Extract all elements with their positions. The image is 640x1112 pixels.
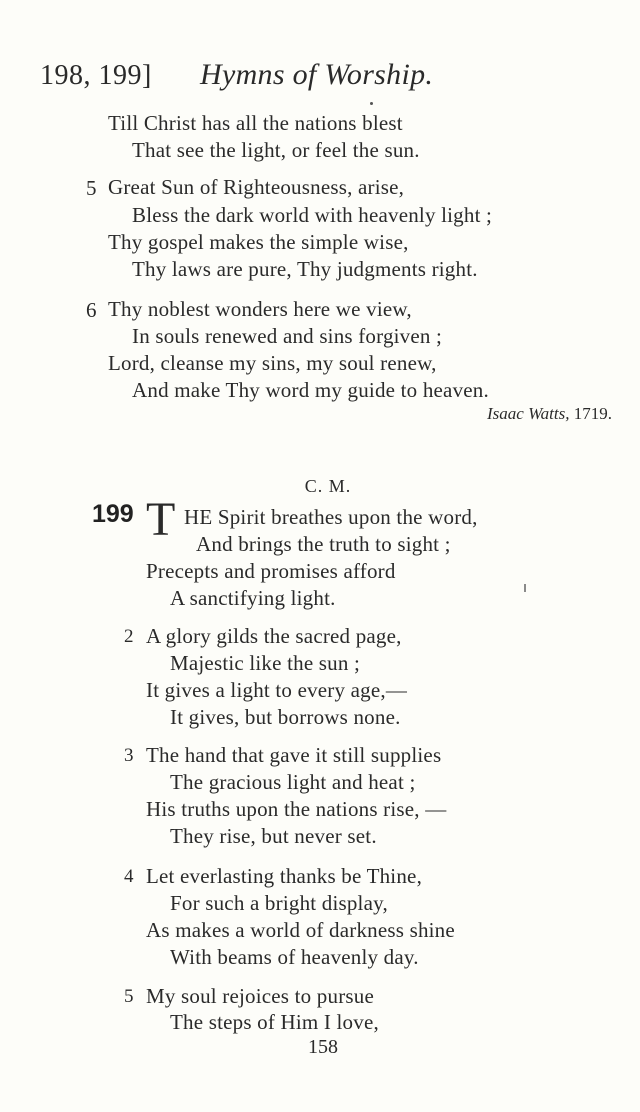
stanza-line: With beams of heavenly day. — [170, 945, 419, 969]
attribution-year: 1719. — [573, 404, 612, 423]
stanza-line: Lord, cleanse my sins, my soul renew, — [108, 351, 437, 375]
stanza-line: His truths upon the nations rise, — — [146, 797, 447, 821]
verse-number: 5 — [86, 176, 97, 200]
stanza-line: HE Spirit breathes upon the word, — [184, 505, 478, 529]
stanza-line: The gracious light and heat ; — [170, 770, 416, 794]
stanza-line: And make Thy word my guide to heaven. — [132, 378, 489, 402]
verse-number: 6 — [86, 298, 97, 322]
stanza-line: For such a bright display, — [170, 891, 388, 915]
hymn-number: 199 — [92, 500, 134, 528]
stanza-line: The hand that gave it still supplies — [146, 743, 442, 767]
print-speck — [370, 102, 373, 105]
stanza-line: Till Christ has all the nations blest — [108, 111, 403, 135]
print-speck — [524, 584, 526, 592]
stanza-line: And brings the truth to sight ; — [196, 532, 451, 556]
stanza-line: Thy noblest wonders here we view, — [108, 297, 412, 321]
stanza-line: Bless the dark world with heavenly light ; — [132, 203, 493, 227]
stanza-line: As makes a world of darkness shine — [146, 918, 455, 942]
drop-cap: T — [146, 493, 176, 546]
stanza-line: My soul rejoices to pursue — [146, 984, 374, 1008]
stanza-line: Let everlasting thanks be Thine, — [146, 864, 423, 888]
stanza-line: The steps of Him I love, — [170, 1010, 379, 1034]
header-running-title: Hymns of Worship. — [200, 58, 434, 91]
stanza-line: They rise, but never set. — [170, 824, 377, 848]
verse-number: 3 — [124, 745, 134, 766]
stanza-line: Great Sun of Righteousness, arise, — [108, 175, 405, 199]
meter-label: C. M. — [304, 476, 352, 496]
stanza-line: A sanctifying light. — [170, 586, 336, 610]
verse-number: 2 — [124, 626, 134, 647]
stanza-line: Thy laws are pure, Thy judgments right. — [132, 257, 478, 281]
page-number: 158 — [308, 1036, 338, 1058]
stanza-line: In souls renewed and sins forgiven ; — [132, 324, 443, 348]
attribution-author: Isaac Watts, — [487, 404, 570, 423]
stanza-line: It gives, but borrows none. — [170, 705, 401, 729]
stanza-line: That see the light, or feel the sun. — [132, 138, 420, 162]
header-hymn-numbers: 198, 199] — [40, 60, 152, 91]
verse-number: 4 — [124, 866, 134, 887]
stanza-line: It gives a light to every age,— — [146, 678, 408, 702]
stanza-line: Precepts and promises afford — [146, 559, 396, 583]
verse-number: 5 — [124, 986, 134, 1007]
stanza-line: Majestic like the sun ; — [170, 651, 361, 675]
stanza-line: A glory gilds the sacred page, — [146, 624, 402, 648]
attribution — [487, 404, 612, 424]
stanza-line: Thy gospel makes the simple wise, — [108, 230, 409, 254]
